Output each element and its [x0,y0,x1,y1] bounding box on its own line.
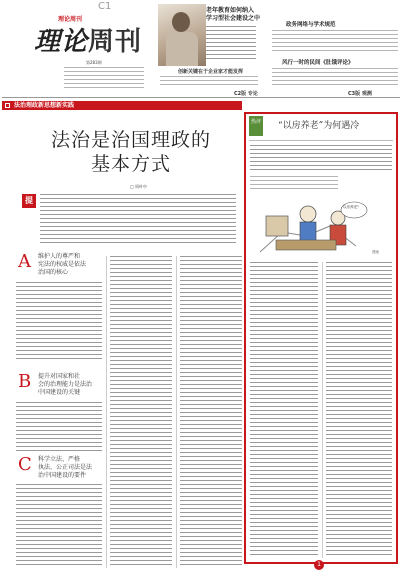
sidebar-col-divider [322,262,323,558]
section-banner: 法治理政新思想新实践 [2,101,242,110]
sidebar-divider [249,140,393,141]
section-c-header: C 科学立法、严格 执法、公正司法是法 治中国建设的要件 [18,454,93,479]
article-col-2 [110,256,172,568]
sidebar-headline: “以房养老”为何遇冷 [278,121,360,131]
promo-right-1: 政务网络与学术规范 [286,22,336,28]
promo-photo [158,4,206,66]
issue-number: 第283期 [86,60,102,65]
sidebar-intro [250,145,392,171]
sidebar-tag: 热评 [249,116,263,136]
sidebar-notes [250,176,338,190]
lead-paragraph [40,194,236,246]
section-a-header: A 维护人的尊严和 宪法的权威是依法 治国的核心 [18,251,87,276]
header-divider [2,97,400,98]
article-col-3 [180,256,242,568]
cartoon-speech: 以房养老？ [343,205,361,209]
promo-right-1-text [272,30,398,54]
page-ref-c3: C3版 观测 [348,91,372,97]
promo-text-1 [206,26,256,62]
page-ref-c2: C2版 专论 [234,91,258,97]
col-divider-2 [176,256,177,568]
article-headline: 法治是治国理政的 基本方式 [50,129,211,175]
byline: □ 周叶中 [130,184,148,189]
section-b-text [16,402,102,454]
promo-right-2: 风行一时的民间《肚饿评论》 [282,60,354,66]
section-c-text [16,484,102,568]
section-b-header: B 提升对国家和社 会的治理能力是法治 中国建设的关键 [18,371,93,396]
page-badge[interactable]: 1 [314,560,324,570]
promo-title-1: 老年教育如何纳入 学习型社会建设之中 [206,7,261,22]
page-number: C1 [98,1,112,12]
promo-caption-text [160,76,258,88]
cartoon-credit: 漫画 [372,250,379,254]
lead-mark: 提 [22,194,36,208]
sidebar-col-2 [326,262,392,558]
masthead-title: 理论周刊 [34,27,143,57]
promo-caption: 创新关键在于企业家才能发挥 [178,69,244,75]
section-a-text [16,282,102,360]
col-divider-1 [106,256,107,568]
promo-right-2-text [272,68,398,86]
masthead-date-lines [64,67,144,89]
sidebar-col-1 [250,262,318,558]
masthead-small: 理论周刊 [58,16,83,23]
